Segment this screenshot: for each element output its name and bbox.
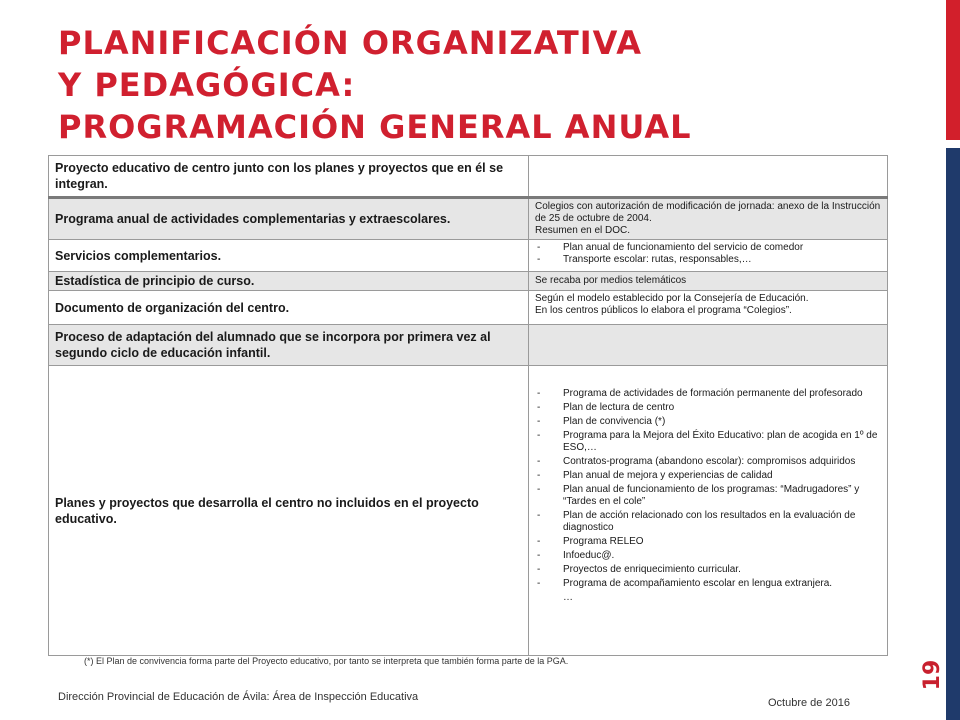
row-label: Servicios complementarios. bbox=[49, 240, 529, 272]
list-item: - Contratos-programa (abandono escolar): compromisos adquiridos bbox=[535, 456, 881, 468]
list-ellipsis: … bbox=[563, 592, 573, 603]
row-detail-empty bbox=[529, 325, 888, 366]
row-label: Proyecto educativo de centro junto con los planes y proyectos que en él se integran. bbox=[49, 156, 529, 198]
detail-text: Se recaba por medios telemáticos bbox=[535, 275, 687, 286]
row-detail-empty bbox=[529, 156, 888, 198]
slide-title bbox=[58, 22, 918, 148]
pga-table bbox=[48, 155, 888, 656]
title-line-2: Y PEDAGÓGICA: bbox=[58, 66, 356, 104]
detail-list bbox=[535, 388, 881, 590]
page-number: 19 bbox=[920, 659, 945, 691]
table-row bbox=[49, 325, 888, 366]
table-row bbox=[49, 272, 888, 291]
row-label: Proceso de adaptación del alumnado que se incorpora por primera vez al segundo ciclo de educación infantil. bbox=[49, 325, 529, 366]
detail-text: En los centros públicos lo elabora el programa “Colegios”. bbox=[535, 305, 792, 316]
row-label: Estadística de principio de curso. bbox=[49, 272, 529, 291]
list-item: - Plan de lectura de centro bbox=[535, 402, 881, 414]
title-line-1: PLANIFICACIÓN ORGANIZATIVA bbox=[58, 24, 642, 62]
list-item: - Infoeduc@. bbox=[535, 550, 881, 562]
table-row bbox=[49, 291, 888, 325]
table-row bbox=[49, 156, 888, 198]
table-row bbox=[49, 240, 888, 272]
row-label: Documento de organización del centro. bbox=[49, 291, 529, 325]
row-detail bbox=[529, 240, 888, 272]
detail-text: Colegios con autorización de modificación de jornada: anexo de la Instrucción de 25 de octubre de 2004. bbox=[535, 201, 881, 224]
list-item: - Plan de acción relacionado con los resultados en la evaluación de diagnostico bbox=[535, 510, 881, 534]
row-label: Planes y proyectos que desarrolla el centro no incluidos en el proyecto educativo. bbox=[49, 366, 529, 656]
row-detail bbox=[529, 291, 888, 325]
footer-date: Octubre de 2016 bbox=[768, 697, 850, 709]
row-detail bbox=[529, 198, 888, 240]
detail-text: Resumen en el DOC. bbox=[535, 225, 631, 236]
detail-list bbox=[535, 242, 881, 266]
list-item: - Plan anual de funcionamiento del servicio de comedor bbox=[535, 242, 881, 254]
list-item: - Programa de acompañamiento escolar en lengua extranjera. bbox=[535, 578, 881, 590]
list-item: - Plan anual de mejora y experiencias de calidad bbox=[535, 470, 881, 482]
accent-bar-red bbox=[946, 0, 960, 140]
list-item: - Plan anual de funcionamiento de los programas: “Madrugadores” y “Tardes en el cole” bbox=[535, 484, 881, 508]
footnote: (*) El Plan de convivencia forma parte del Proyecto educativo, por tanto se interpreta que también forma parte de la PGA. bbox=[84, 656, 569, 666]
row-label: Programa anual de actividades complementarias y extraescolares. bbox=[49, 198, 529, 240]
list-item: - Programa para la Mejora del Éxito Educativo: plan de acogida en 1º de ESO,… bbox=[535, 430, 881, 454]
list-item: - Transporte escolar: rutas, responsables,… bbox=[535, 254, 881, 266]
list-item: - Programa de actividades de formación permanente del profesorado bbox=[535, 388, 881, 400]
table-row bbox=[49, 198, 888, 240]
list-item: - Proyectos de enriquecimiento curricular. bbox=[535, 564, 881, 576]
title-line-3: PROGRAMACIÓN GENERAL ANUAL bbox=[58, 108, 692, 146]
footer-organization: Dirección Provincial de Educación de Ávila: Área de Inspección Educativa bbox=[58, 691, 419, 703]
row-detail bbox=[529, 366, 888, 656]
accent-bar-blue bbox=[946, 148, 960, 720]
list-item: - Plan de convivencia (*) bbox=[535, 416, 881, 428]
detail-text: Según el modelo establecido por la Consejería de Educación. bbox=[535, 293, 809, 304]
table-row bbox=[49, 366, 888, 656]
list-item: - Programa RELEO bbox=[535, 536, 881, 548]
row-detail bbox=[529, 272, 888, 291]
